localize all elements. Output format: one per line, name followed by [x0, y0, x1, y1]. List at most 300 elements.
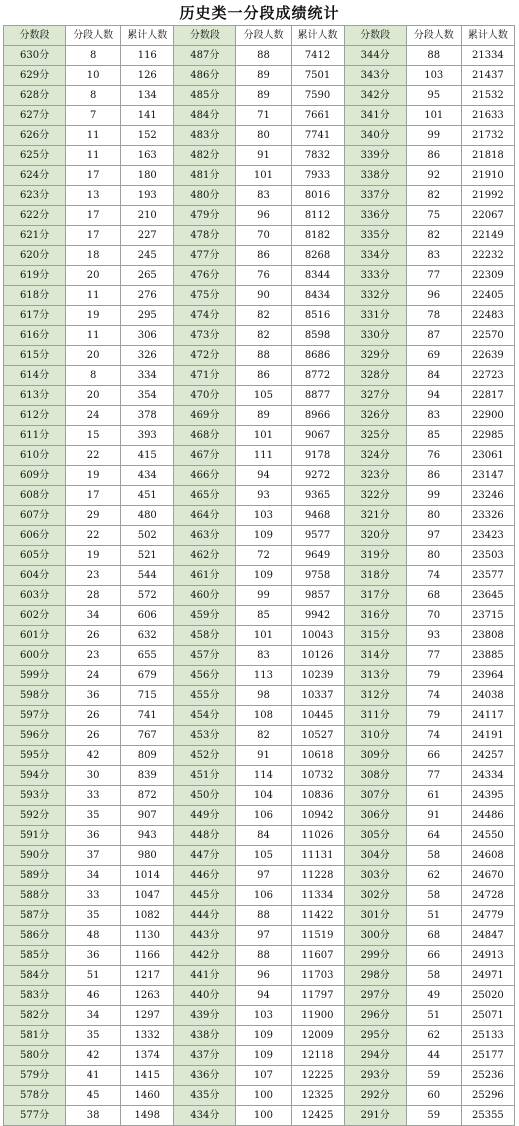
cumulative-count-cell: 134: [121, 86, 174, 106]
segment-count-cell: 103: [236, 506, 291, 526]
segment-count-cell: 79: [406, 706, 461, 726]
segment-count-cell: 44: [406, 1046, 461, 1066]
segment-count-cell: 23: [66, 646, 121, 666]
table-row: [4, 646, 515, 666]
segment-count-cell: 34: [66, 606, 121, 626]
cumulative-count-cell: 9577: [291, 526, 344, 546]
cumulative-count-cell: 25133: [461, 1026, 514, 1046]
score-table: [3, 25, 515, 1126]
segment-count-cell: 82: [236, 326, 291, 346]
segment-count-cell: 17: [66, 206, 121, 226]
score-cell: 343分: [344, 66, 406, 86]
segment-count-cell: 48: [66, 926, 121, 946]
cumulative-count-cell: 572: [121, 586, 174, 606]
cumulative-count-cell: 24395: [461, 786, 514, 806]
score-cell: 436分: [174, 1066, 236, 1086]
segment-count-cell: 36: [66, 826, 121, 846]
segment-count-cell: 83: [406, 246, 461, 266]
table-row: [4, 846, 515, 866]
segment-count-cell: 74: [406, 726, 461, 746]
score-cell: 435分: [174, 1086, 236, 1106]
score-cell: 476分: [174, 266, 236, 286]
score-cell: 448分: [174, 826, 236, 846]
segment-count-cell: 62: [406, 1026, 461, 1046]
cumulative-count-cell: 9178: [291, 446, 344, 466]
score-cell: 481分: [174, 166, 236, 186]
cumulative-count-cell: 12009: [291, 1026, 344, 1046]
table-row: [4, 746, 515, 766]
cumulative-count-cell: 24117: [461, 706, 514, 726]
cumulative-count-cell: 7501: [291, 66, 344, 86]
score-cell: 605分: [4, 546, 66, 566]
cumulative-count-cell: 334: [121, 366, 174, 386]
score-cell: 299分: [344, 946, 406, 966]
score-cell: 310分: [344, 726, 406, 746]
segment-count-cell: 91: [236, 146, 291, 166]
cumulative-count-cell: 22405: [461, 286, 514, 306]
page-title: 历史类一分段成绩统计: [179, 4, 340, 22]
score-cell: 589分: [4, 866, 66, 886]
score-cell: 625分: [4, 146, 66, 166]
cumulative-count-cell: 679: [121, 666, 174, 686]
score-cell: 449分: [174, 806, 236, 826]
segment-count-cell: 26: [66, 726, 121, 746]
score-cell: 590分: [4, 846, 66, 866]
segment-count-cell: 18: [66, 246, 121, 266]
score-cell: 446分: [174, 866, 236, 886]
table-row: [4, 606, 515, 626]
cumulative-count-cell: 25177: [461, 1046, 514, 1066]
table-row: [4, 486, 515, 506]
score-cell: 628分: [4, 86, 66, 106]
score-cell: 313分: [344, 666, 406, 686]
table-row: [4, 186, 515, 206]
table-row: [4, 706, 515, 726]
segment-count-cell: 88: [236, 346, 291, 366]
cumulative-count-cell: 21437: [461, 66, 514, 86]
cumulative-count-cell: 24608: [461, 846, 514, 866]
cumulative-count-cell: 11131: [291, 846, 344, 866]
score-cell: 332分: [344, 286, 406, 306]
segment-count-cell: 20: [66, 346, 121, 366]
table-row: [4, 966, 515, 986]
cumulative-count-cell: 943: [121, 826, 174, 846]
cumulative-count-cell: 9365: [291, 486, 344, 506]
cumulative-count-cell: 24257: [461, 746, 514, 766]
segment-count-cell: 82: [236, 726, 291, 746]
cumulative-count-cell: 11900: [291, 1006, 344, 1026]
cumulative-count-cell: 22723: [461, 366, 514, 386]
cumulative-count-cell: 24728: [461, 886, 514, 906]
score-cell: 611分: [4, 426, 66, 446]
table-row: [4, 786, 515, 806]
segment-count-cell: 82: [236, 306, 291, 326]
score-cell: 296分: [344, 1006, 406, 1026]
cumulative-count-cell: 1460: [121, 1086, 174, 1106]
score-cell: 333分: [344, 266, 406, 286]
segment-count-cell: 51: [406, 1006, 461, 1026]
table-row: [4, 86, 515, 106]
segment-count-cell: 33: [66, 786, 121, 806]
cumulative-count-cell: 767: [121, 726, 174, 746]
cumulative-count-cell: 10732: [291, 766, 344, 786]
segment-count-cell: 30: [66, 766, 121, 786]
score-cell: 458分: [174, 626, 236, 646]
segment-count-cell: 58: [406, 886, 461, 906]
score-cell: 454分: [174, 706, 236, 726]
cumulative-count-cell: 23423: [461, 526, 514, 546]
segment-count-cell: 89: [236, 86, 291, 106]
cumulative-count-cell: 12425: [291, 1106, 344, 1126]
score-cell: 591分: [4, 826, 66, 846]
score-cell: 478分: [174, 226, 236, 246]
cumulative-count-cell: 1498: [121, 1106, 174, 1126]
cumulative-count-cell: 21334: [461, 46, 514, 66]
score-cell: 620分: [4, 246, 66, 266]
segment-count-cell: 22: [66, 526, 121, 546]
table-row: [4, 226, 515, 246]
cumulative-count-cell: 1047: [121, 886, 174, 906]
cumulative-count-cell: 210: [121, 206, 174, 226]
cumulative-count-cell: 10836: [291, 786, 344, 806]
score-cell: 609分: [4, 466, 66, 486]
segment-count-cell: 26: [66, 626, 121, 646]
score-cell: 470分: [174, 386, 236, 406]
cumulative-count-cell: 8016: [291, 186, 344, 206]
score-cell: 445分: [174, 886, 236, 906]
table-row: [4, 466, 515, 486]
cumulative-count-cell: 326: [121, 346, 174, 366]
cumulative-count-cell: 9942: [291, 606, 344, 626]
score-cell: 607分: [4, 506, 66, 526]
cumulative-count-cell: 116: [121, 46, 174, 66]
segment-count-cell: 49: [406, 986, 461, 1006]
cumulative-count-cell: 7412: [291, 46, 344, 66]
segment-count-cell: 101: [236, 426, 291, 446]
segment-count-cell: 8: [66, 366, 121, 386]
table-row: [4, 46, 515, 66]
score-cell: 325分: [344, 426, 406, 446]
cumulative-count-cell: 1415: [121, 1066, 174, 1086]
cumulative-count-cell: 1082: [121, 906, 174, 926]
segment-count-cell: 80: [406, 546, 461, 566]
score-cell: 584分: [4, 966, 66, 986]
cumulative-count-cell: 1130: [121, 926, 174, 946]
segment-count-cell: 80: [406, 506, 461, 526]
segment-count-cell: 89: [236, 406, 291, 426]
cumulative-count-cell: 22985: [461, 426, 514, 446]
score-cell: 477分: [174, 246, 236, 266]
cumulative-count-cell: 451: [121, 486, 174, 506]
segment-count-cell: 88: [236, 906, 291, 926]
cumulative-count-cell: 22309: [461, 266, 514, 286]
cumulative-count-cell: 7933: [291, 166, 344, 186]
segment-count-cell: 58: [406, 966, 461, 986]
table-row: [4, 146, 515, 166]
table-row: [4, 626, 515, 646]
score-cell: 305分: [344, 826, 406, 846]
cumulative-count-cell: 8686: [291, 346, 344, 366]
segment-count-cell: 37: [66, 846, 121, 866]
segment-count-cell: 80: [236, 126, 291, 146]
score-cell: 295分: [344, 1026, 406, 1046]
cumulative-count-cell: 11797: [291, 986, 344, 1006]
score-cell: 320分: [344, 526, 406, 546]
table-row: [4, 1066, 515, 1086]
cumulative-count-cell: 25071: [461, 1006, 514, 1026]
score-cell: 307分: [344, 786, 406, 806]
segment-count-cell: 11: [66, 326, 121, 346]
score-cell: 319分: [344, 546, 406, 566]
cumulative-count-cell: 126: [121, 66, 174, 86]
cumulative-count-cell: 163: [121, 146, 174, 166]
cumulative-count-cell: 10445: [291, 706, 344, 726]
cumulative-count-cell: 12325: [291, 1086, 344, 1106]
table-body: [4, 46, 515, 1126]
cumulative-count-cell: 23885: [461, 646, 514, 666]
segment-count-cell: 24: [66, 666, 121, 686]
table-row: [4, 986, 515, 1006]
score-cell: 443分: [174, 926, 236, 946]
segment-count-cell: 72: [236, 546, 291, 566]
score-cell: 452分: [174, 746, 236, 766]
table-row: [4, 586, 515, 606]
cumulative-count-cell: 8182: [291, 226, 344, 246]
score-cell: 442分: [174, 946, 236, 966]
cumulative-count-cell: 1166: [121, 946, 174, 966]
score-cell: 612分: [4, 406, 66, 426]
segment-count-cell: 86: [236, 366, 291, 386]
segment-count-cell: 35: [66, 1026, 121, 1046]
score-cell: 300分: [344, 926, 406, 946]
cumulative-count-cell: 24486: [461, 806, 514, 826]
segment-count-cell: 88: [406, 46, 461, 66]
score-cell: 322分: [344, 486, 406, 506]
cumulative-count-cell: 22483: [461, 306, 514, 326]
cumulative-count-cell: 23061: [461, 446, 514, 466]
score-cell: 597分: [4, 706, 66, 726]
table-row: [4, 206, 515, 226]
score-cell: 330分: [344, 326, 406, 346]
score-cell: 297分: [344, 986, 406, 1006]
cumulative-count-cell: 22149: [461, 226, 514, 246]
table-row: [4, 1086, 515, 1106]
score-cell: 601分: [4, 626, 66, 646]
segment-count-cell: 77: [406, 266, 461, 286]
cumulative-count-cell: 24191: [461, 726, 514, 746]
segment-count-cell: 106: [236, 806, 291, 826]
segment-count-cell: 24: [66, 406, 121, 426]
table-row: [4, 766, 515, 786]
score-cell: 463分: [174, 526, 236, 546]
cumulative-count-cell: 1297: [121, 1006, 174, 1026]
cumulative-count-cell: 907: [121, 806, 174, 826]
score-cell: 441分: [174, 966, 236, 986]
segment-count-cell: 66: [406, 746, 461, 766]
score-cell: 600分: [4, 646, 66, 666]
score-cell: 316分: [344, 606, 406, 626]
header-score-range-1: 分数段: [4, 26, 66, 46]
header-cumulative-count-2: 累计人数: [291, 26, 344, 46]
cumulative-count-cell: 741: [121, 706, 174, 726]
score-cell: 329分: [344, 346, 406, 366]
segment-count-cell: 68: [406, 926, 461, 946]
segment-count-cell: 33: [66, 886, 121, 906]
segment-count-cell: 90: [236, 286, 291, 306]
segment-count-cell: 17: [66, 486, 121, 506]
segment-count-cell: 99: [406, 126, 461, 146]
score-cell: 608分: [4, 486, 66, 506]
segment-count-cell: 94: [236, 466, 291, 486]
score-cell: 624分: [4, 166, 66, 186]
score-cell: 630分: [4, 46, 66, 66]
score-cell: 487分: [174, 46, 236, 66]
cumulative-count-cell: 152: [121, 126, 174, 146]
score-cell: 303分: [344, 866, 406, 886]
segment-count-cell: 69: [406, 346, 461, 366]
segment-count-cell: 68: [406, 586, 461, 606]
header-segment-count-3: 分段人数: [406, 26, 461, 46]
segment-count-cell: 95: [406, 86, 461, 106]
score-cell: 484分: [174, 106, 236, 126]
segment-count-cell: 45: [66, 1086, 121, 1106]
score-cell: 577分: [4, 1106, 66, 1126]
score-cell: 583分: [4, 986, 66, 1006]
header-segment-count-1: 分段人数: [66, 26, 121, 46]
score-cell: 434分: [174, 1106, 236, 1126]
segment-count-cell: 84: [406, 366, 461, 386]
segment-count-cell: 8: [66, 86, 121, 106]
table-row: [4, 346, 515, 366]
cumulative-count-cell: 141: [121, 106, 174, 126]
score-cell: 482分: [174, 146, 236, 166]
segment-count-cell: 103: [236, 1006, 291, 1026]
segment-count-cell: 76: [406, 446, 461, 466]
segment-count-cell: 15: [66, 426, 121, 446]
score-cell: 311分: [344, 706, 406, 726]
segment-count-cell: 86: [406, 466, 461, 486]
table-row: [4, 886, 515, 906]
cumulative-count-cell: 7590: [291, 86, 344, 106]
cumulative-count-cell: 521: [121, 546, 174, 566]
score-cell: 629分: [4, 66, 66, 86]
cumulative-count-cell: 227: [121, 226, 174, 246]
segment-count-cell: 93: [406, 626, 461, 646]
score-cell: 604分: [4, 566, 66, 586]
score-cell: 291分: [344, 1106, 406, 1126]
score-cell: 579分: [4, 1066, 66, 1086]
score-cell: 483分: [174, 126, 236, 146]
segment-count-cell: 10: [66, 66, 121, 86]
cumulative-count-cell: 193: [121, 186, 174, 206]
cumulative-count-cell: 22570: [461, 326, 514, 346]
cumulative-count-cell: 24971: [461, 966, 514, 986]
table-row: [4, 926, 515, 946]
score-cell: 294分: [344, 1046, 406, 1066]
score-cell: 469分: [174, 406, 236, 426]
cumulative-count-cell: 10126: [291, 646, 344, 666]
table-row: [4, 1026, 515, 1046]
cumulative-count-cell: 8434: [291, 286, 344, 306]
score-cell: 451分: [174, 766, 236, 786]
score-cell: 460分: [174, 586, 236, 606]
segment-count-cell: 77: [406, 646, 461, 666]
segment-count-cell: 41: [66, 1066, 121, 1086]
table-row: [4, 726, 515, 746]
cumulative-count-cell: 10527: [291, 726, 344, 746]
cumulative-count-cell: 9067: [291, 426, 344, 446]
score-cell: 457分: [174, 646, 236, 666]
segment-count-cell: 88: [236, 946, 291, 966]
segment-count-cell: 94: [406, 386, 461, 406]
segment-count-cell: 107: [236, 1066, 291, 1086]
cumulative-count-cell: 25355: [461, 1106, 514, 1126]
cumulative-count-cell: 21532: [461, 86, 514, 106]
score-cell: 621分: [4, 226, 66, 246]
segment-count-cell: 104: [236, 786, 291, 806]
segment-count-cell: 82: [406, 186, 461, 206]
score-cell: 606分: [4, 526, 66, 546]
score-cell: 485分: [174, 86, 236, 106]
score-cell: 622分: [4, 206, 66, 226]
segment-count-cell: 113: [236, 666, 291, 686]
score-cell: 453分: [174, 726, 236, 746]
segment-count-cell: 97: [236, 866, 291, 886]
table-row: [4, 286, 515, 306]
table-row: [4, 406, 515, 426]
score-cell: 593分: [4, 786, 66, 806]
table-row: [4, 106, 515, 126]
score-cell: 439分: [174, 1006, 236, 1026]
cumulative-count-cell: 715: [121, 686, 174, 706]
cumulative-count-cell: 11607: [291, 946, 344, 966]
cumulative-count-cell: 23503: [461, 546, 514, 566]
segment-count-cell: 36: [66, 686, 121, 706]
cumulative-count-cell: 245: [121, 246, 174, 266]
cumulative-count-cell: 7832: [291, 146, 344, 166]
score-cell: 437分: [174, 1046, 236, 1066]
score-cell: 304分: [344, 846, 406, 866]
cumulative-count-cell: 23808: [461, 626, 514, 646]
score-cell: 341分: [344, 106, 406, 126]
segment-count-cell: 22: [66, 446, 121, 466]
cumulative-count-cell: 21992: [461, 186, 514, 206]
cumulative-count-cell: 11228: [291, 866, 344, 886]
segment-count-cell: 11: [66, 126, 121, 146]
score-cell: 327分: [344, 386, 406, 406]
segment-count-cell: 20: [66, 386, 121, 406]
header-segment-count-2: 分段人数: [236, 26, 291, 46]
segment-count-cell: 61: [406, 786, 461, 806]
table-row: [4, 326, 515, 346]
segment-count-cell: 97: [406, 526, 461, 546]
segment-count-cell: 64: [406, 826, 461, 846]
segment-count-cell: 96: [236, 206, 291, 226]
cumulative-count-cell: 9468: [291, 506, 344, 526]
cumulative-count-cell: 872: [121, 786, 174, 806]
cumulative-count-cell: 632: [121, 626, 174, 646]
score-cell: 474分: [174, 306, 236, 326]
segment-count-cell: 87: [406, 326, 461, 346]
score-cell: 440分: [174, 986, 236, 1006]
score-cell: 314分: [344, 646, 406, 666]
segment-count-cell: 103: [406, 66, 461, 86]
segment-count-cell: 38: [66, 1106, 121, 1126]
score-cell: 459分: [174, 606, 236, 626]
cumulative-count-cell: 24670: [461, 866, 514, 886]
score-cell: 480分: [174, 186, 236, 206]
segment-count-cell: 101: [236, 626, 291, 646]
